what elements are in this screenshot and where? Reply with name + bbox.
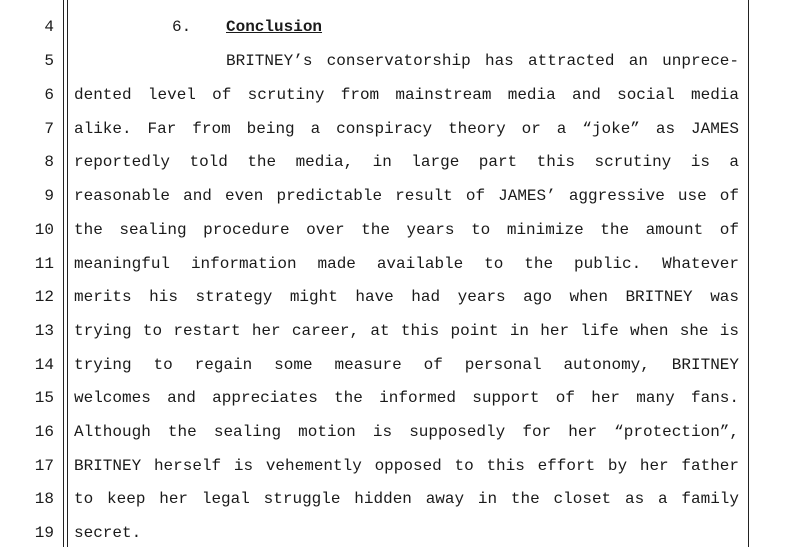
text-line: Although the sealing motion is supposedly for her “protection”, bbox=[74, 423, 739, 441]
line-number: 7 bbox=[44, 120, 54, 138]
line-number: 13 bbox=[34, 322, 54, 340]
text-line: trying to regain some measure of personal autonomy, BRITNEY bbox=[74, 356, 739, 374]
line-number: 8 bbox=[44, 153, 54, 171]
section-heading bbox=[172, 17, 322, 37]
line-number: 19 bbox=[34, 524, 54, 542]
section-title: Conclusion bbox=[226, 18, 323, 36]
text-line: meaningful information made available to the public. Whatever bbox=[74, 255, 739, 273]
section-number: 6. bbox=[172, 18, 192, 36]
line-number: 18 bbox=[34, 490, 54, 508]
line-number: 5 bbox=[44, 52, 54, 70]
text-line: welcomes and appreciates the informed support of her many fans. bbox=[74, 389, 739, 407]
line-number: 14 bbox=[34, 356, 54, 374]
line-number: 11 bbox=[34, 255, 54, 273]
line-number: 17 bbox=[34, 457, 54, 475]
text-line: BRITNEY herself is vehemently opposed to this effort by her father bbox=[74, 457, 739, 475]
line-number: 15 bbox=[34, 389, 54, 407]
text-line: merits his strategy might have had years ago when BRITNEY was bbox=[74, 288, 739, 306]
text-line: trying to restart her career, at this point in her life when she is bbox=[74, 322, 739, 340]
text-line: dented level of scrutiny from mainstream media and social media bbox=[74, 86, 739, 104]
line-number: 6 bbox=[44, 86, 54, 104]
line-number: 9 bbox=[44, 187, 54, 205]
left-margin-rule-outer bbox=[63, 0, 64, 547]
line-number: 16 bbox=[34, 423, 54, 441]
text-line: BRITNEY’s conservatorship has attracted an unprece- bbox=[226, 52, 739, 70]
left-margin-rule-inner bbox=[67, 0, 68, 547]
line-number: 10 bbox=[34, 221, 54, 239]
text-line: alike. Far from being a conspiracy theory or a “joke” as JAMES bbox=[74, 120, 739, 138]
text-line: to keep her legal struggle hidden away in the closet as a family bbox=[74, 490, 739, 508]
text-line: secret. bbox=[74, 524, 142, 542]
line-number: 4 bbox=[44, 18, 54, 36]
text-line: reasonable and even predictable result of JAMES’ aggressive use of bbox=[74, 187, 739, 205]
right-margin-rule bbox=[748, 0, 749, 547]
text-line: the sealing procedure over the years to minimize the amount of bbox=[74, 221, 739, 239]
line-number: 12 bbox=[34, 288, 54, 306]
text-line: reportedly told the media, in large part this scrutiny is a bbox=[74, 153, 739, 171]
